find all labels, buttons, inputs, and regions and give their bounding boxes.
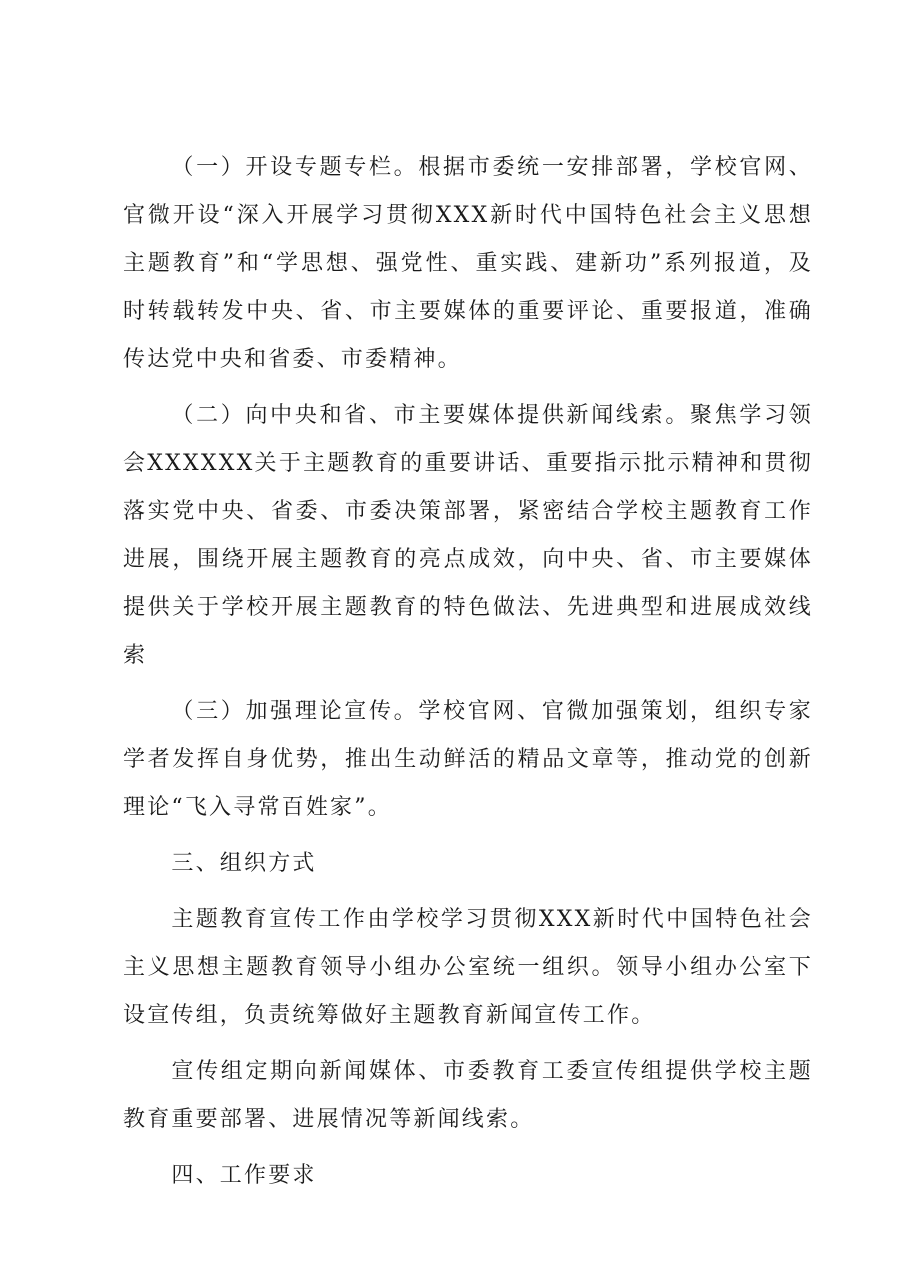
paragraph-provide-news-leads: （二）向中央和省、市主要媒体提供新闻线索。聚焦学习领会XXXXXX关于主题教育的重要讲话、重要指示批示精神和贯彻落实党中央、省委、市委决策部署，紧密结合学校主题教育工作进展，围绕开展主题教育的亮点成效，向中央、省、市主要媒体提供关于学校开展主题教育的特色做法、先进典型和进展成效线索 bbox=[123, 403, 813, 668]
paragraph-organization-details: 主题教育宣传工作由学校学习贯彻XXX新时代中国特色社会主义思想主题教育领导小组办公室统一组织。领导小组办公室下设宣传组，负责统筹做好主题教育新闻宣传工作。 bbox=[123, 907, 813, 1028]
section-heading-work-requirements: 四、工作要求 bbox=[171, 1163, 317, 1188]
document-body bbox=[123, 144, 813, 1208]
paragraph-open-special-column: （一）开设专题专栏。根据市委统一安排部署，学校官网、官微开设“深入开展学习贯彻XXX新时代中国特色社会主义思想主题教育”和“学思想、强党性、重实践、建新功”系列报道，及时转载转发中央、省、市主要媒体的重要评论、重要报道，准确传达党中央和省委、市委精神。 bbox=[123, 155, 813, 372]
section-heading-organization: 三、组织方式 bbox=[171, 851, 317, 876]
paragraph-publicity-group: 宣传组定期向新闻媒体、市委教育工委宣传组提供学校主题教育重要部署、进展情况等新闻线索。 bbox=[123, 1059, 813, 1132]
paragraph-theory-publicity: （三）加强理论宣传。学校官网、官微加强策划，组织专家学者发挥自身优势，推出生动鲜活的精品文章等，推动党的创新理论“飞入寻常百姓家”。 bbox=[123, 699, 813, 820]
